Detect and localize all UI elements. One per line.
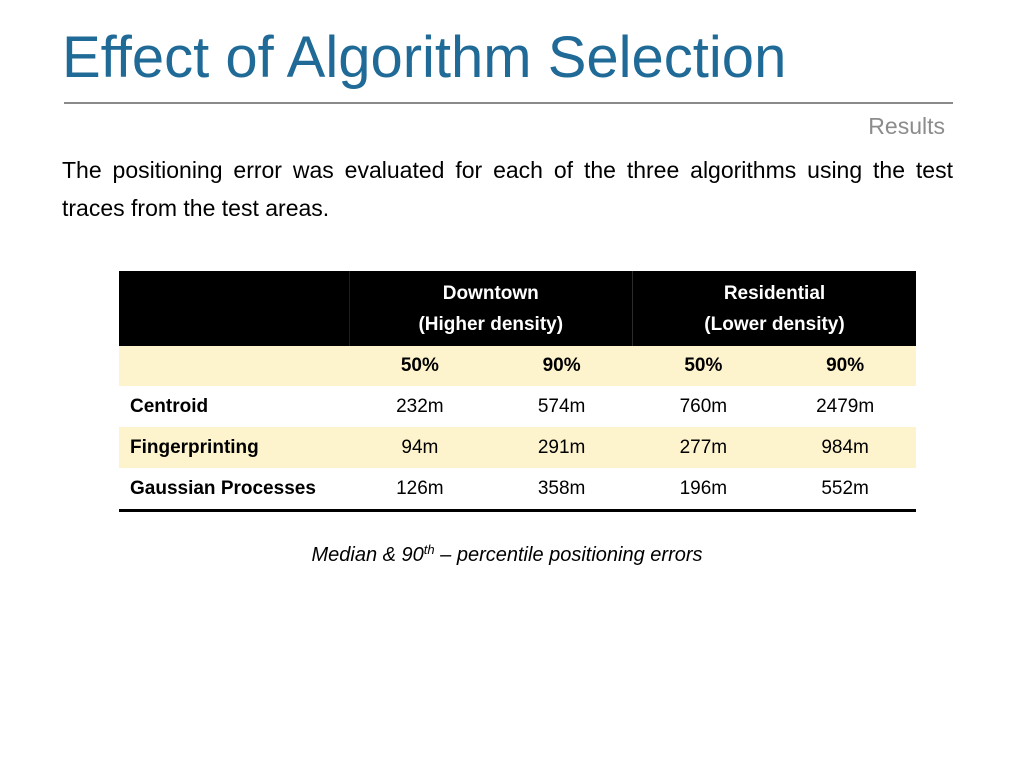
table-row — [119, 427, 916, 468]
group-header-residential — [633, 271, 917, 346]
intro-paragraph: The positioning error was evaluated for each of the three algorithms using the test traces from the test areas. — [62, 157, 953, 221]
slide-title: Effect of Algorithm Selection — [62, 25, 787, 90]
title-divider — [64, 102, 953, 104]
group-header-subtitle: (Lower density) — [704, 313, 845, 335]
table-group-header-row — [119, 271, 916, 346]
table-cell: 574m — [537, 395, 586, 417]
table-cell: 358m — [491, 468, 633, 511]
table-cell: 126m — [349, 468, 491, 511]
row-label: Centroid — [130, 395, 209, 417]
caption-text: Median & 90 — [311, 544, 424, 566]
caption-superscript: th — [423, 542, 435, 557]
table-cell: 232m — [396, 395, 444, 417]
row-label: Fingerprinting — [119, 427, 349, 468]
table-row — [119, 468, 916, 511]
table-cell: 552m — [774, 468, 916, 511]
table-cell: 984m — [774, 427, 916, 468]
group-header-title: Residential — [723, 282, 826, 304]
group-header-subtitle: (Higher density) — [418, 313, 564, 335]
group-header-downtown — [349, 271, 633, 346]
row-label: Gaussian Processes — [119, 468, 349, 511]
percentile-header: 50% — [633, 346, 775, 386]
group-header-title: Downtown — [442, 282, 539, 304]
table-caption — [0, 544, 1014, 567]
percentile-header-blank — [119, 346, 349, 386]
percentile-header: 90% — [491, 346, 633, 386]
positioning-error-table — [119, 271, 916, 512]
table-cell: 94m — [349, 427, 491, 468]
table-cell: 277m — [633, 427, 775, 468]
table-cell: 291m — [491, 427, 633, 468]
caption-text-end: – percentile positioning errors — [434, 544, 703, 566]
table-cell: 196m — [633, 468, 775, 511]
table-cell: 2479m — [816, 395, 875, 417]
percentile-header: 90% — [774, 346, 916, 386]
table-corner-cell — [119, 271, 349, 346]
table-cell: 760m — [679, 395, 728, 417]
table-row — [119, 386, 916, 427]
table-percentile-header-row — [119, 346, 916, 386]
section-label: Results — [868, 113, 945, 139]
percentile-header: 50% — [349, 346, 491, 386]
